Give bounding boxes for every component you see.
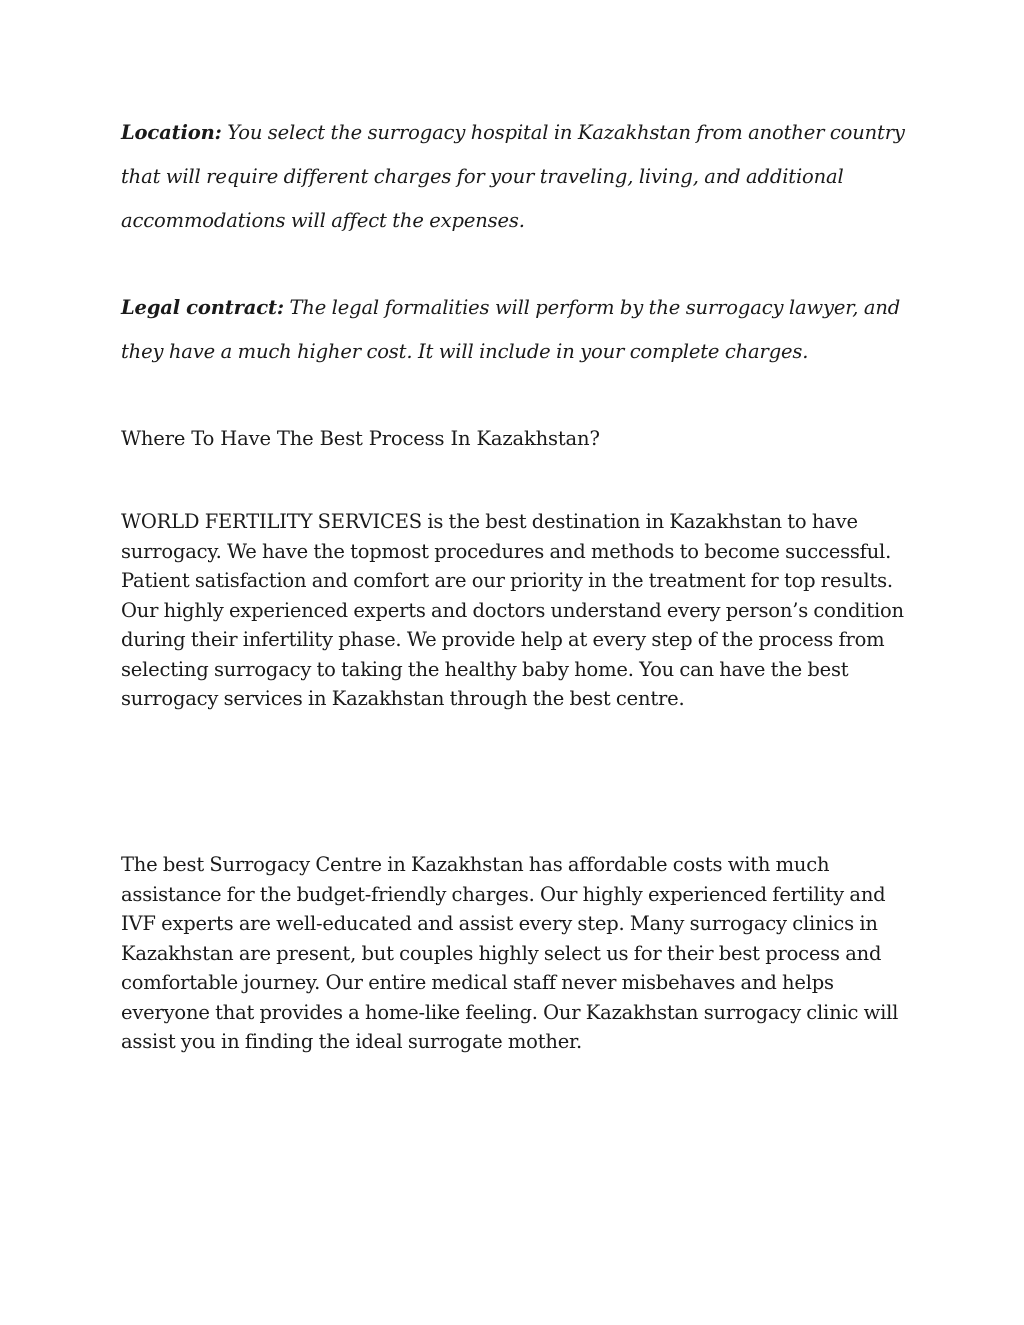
legal-contract-text: The legal formalities will perform by the surrogacy lawyer, and they have a much higher cost. It will include in your complete charges. — [121, 296, 901, 363]
location-text: You select the surrogacy hospital in Kazakhstan from another country that will require different charges for your traveling, living, and additional accommodations will affect the expenses. — [121, 121, 905, 232]
world-fertility-services-paragraph: WORLD FERTILITY SERVICES is the best destination in Kazakhstan to have surrogacy. We have the topmost procedures and methods to become successful. Patient satisfaction and comfort are our priority in the treatment for top results. Our highly experienced experts and doctors understand every person’s condition during their infertility phase. We provide help at every step of the process from selecting surrogacy to taking the healthy baby home. You can have the best surrogacy services in Kazakhstan through the best centre. — [121, 510, 904, 710]
legal-contract-term: Legal contract: — [121, 296, 284, 319]
section-heading: Where To Have The Best Process In Kazakhstan? — [121, 427, 600, 450]
location-paragraph — [121, 111, 911, 243]
legal-contract-paragraph — [121, 286, 911, 374]
best-surrogacy-centre-paragraph: The best Surrogacy Centre in Kazakhstan has affordable costs with much assistance for the budget-friendly charges. Our highly experienced fertility and IVF experts are well-educated and assist every step. Many surrogacy clinics in Kazakhstan are present, but couples highly select us for their best process and comfortable journey. Our entire medical staff never misbehaves and helps everyone that provides a home-like feeling. Our Kazakhstan surrogacy clinic will assist you in finding the ideal surrogate mother. — [121, 853, 899, 1053]
location-term: Location: — [121, 121, 222, 144]
